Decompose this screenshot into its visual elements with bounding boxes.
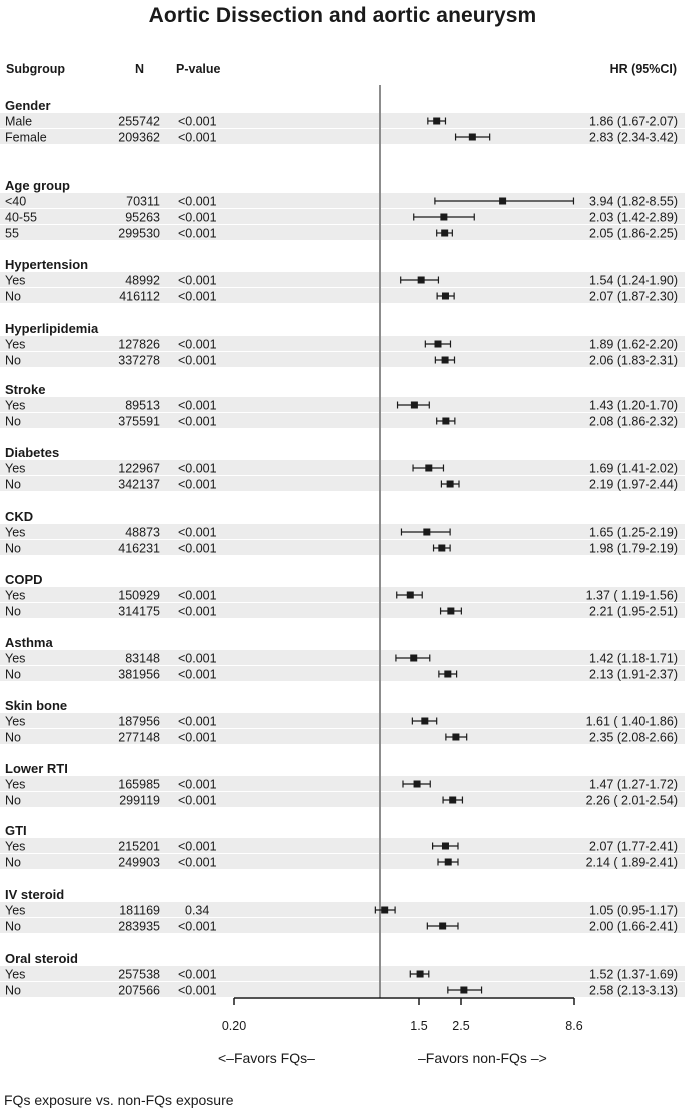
hr-point-lower-rti-yes bbox=[414, 781, 421, 788]
row-label-hypertension-yes: Yes bbox=[5, 273, 26, 288]
row-pvalue-iv-steroid-yes: 0.34 bbox=[185, 903, 210, 918]
header-n: N bbox=[135, 62, 145, 76]
row-band-skin-bone-no bbox=[0, 729, 685, 744]
row-hr-text-hypertension-no: 2.07 (1.87-2.30) bbox=[589, 289, 678, 304]
row-label-hyperlipidemia-no: No bbox=[5, 353, 21, 368]
row-label-iv-steroid-no: No bbox=[5, 919, 21, 934]
row-band-copd-yes bbox=[0, 587, 685, 602]
row-hr-text-gender-male: 1.86 (1.67-2.07) bbox=[589, 114, 678, 129]
favors-non-fqs-label: –Favors non-FQs –> bbox=[418, 1050, 547, 1066]
row-label-gender-male: Male bbox=[5, 114, 33, 129]
hr-point-diabetes-yes bbox=[425, 465, 432, 472]
row-n-copd-yes: 150929 bbox=[118, 588, 160, 603]
row-label-diabetes-no: No bbox=[5, 477, 21, 492]
row-band-ckd-no bbox=[0, 540, 685, 555]
hr-point-gender-male bbox=[433, 118, 440, 125]
row-pvalue-asthma-no: <0.001 bbox=[178, 667, 217, 682]
group-label-hypertension: Hypertension bbox=[5, 257, 89, 272]
row-n-age-group-40-55: 95263 bbox=[125, 210, 160, 225]
row-hr-text-copd-yes: 1.37 ( 1.19-1.56) bbox=[585, 588, 678, 603]
row-n-gender-male: 255742 bbox=[118, 114, 160, 129]
chart-title: Aortic Dissection and aortic aneurysm bbox=[148, 4, 537, 27]
row-band-iv-steroid-no bbox=[0, 918, 685, 933]
hr-point-hypertension-no bbox=[442, 293, 449, 300]
row-band-gender-male bbox=[0, 113, 685, 128]
row-label-lower-rti-no: No bbox=[5, 793, 21, 808]
row-label-asthma-no: No bbox=[5, 667, 21, 682]
row-n-ckd-no: 416231 bbox=[118, 541, 160, 556]
row-band-diabetes-yes bbox=[0, 460, 685, 475]
row-band-hypertension-yes bbox=[0, 272, 685, 287]
row-pvalue-skin-bone-yes: <0.001 bbox=[178, 714, 217, 729]
row-n-oral-steroid-yes: 257538 bbox=[118, 967, 160, 982]
row-pvalue-diabetes-yes: <0.001 bbox=[178, 461, 217, 476]
row-pvalue-oral-steroid-no: <0.001 bbox=[178, 983, 217, 998]
row-n-lower-rti-yes: 165985 bbox=[118, 777, 160, 792]
hr-point-age-group-40-55 bbox=[440, 214, 447, 221]
row-band-lower-rti-yes bbox=[0, 776, 685, 791]
row-hr-text-skin-bone-no: 2.35 (2.08-2.66) bbox=[589, 730, 678, 745]
row-pvalue-hypertension-yes: <0.001 bbox=[178, 273, 217, 288]
row-label-copd-no: No bbox=[5, 604, 21, 619]
hr-point-diabetes-no bbox=[447, 481, 454, 488]
row-hr-text-age-group-40: 3.94 (1.82-8.55) bbox=[589, 194, 678, 209]
group-label-iv-steroid: IV steroid bbox=[5, 887, 65, 902]
row-pvalue-iv-steroid-no: <0.001 bbox=[178, 919, 217, 934]
row-band-hypertension-no bbox=[0, 288, 685, 303]
row-hr-text-skin-bone-yes: 1.61 ( 1.40-1.86) bbox=[585, 714, 678, 729]
row-hr-text-asthma-no: 2.13 (1.91-2.37) bbox=[589, 667, 678, 682]
row-band-diabetes-no bbox=[0, 476, 685, 491]
row-label-oral-steroid-yes: Yes bbox=[5, 967, 26, 982]
row-pvalue-gti-no: <0.001 bbox=[178, 855, 217, 870]
row-label-gender-female: Female bbox=[5, 130, 47, 145]
group-label-oral-steroid: Oral steroid bbox=[5, 951, 78, 966]
row-hr-text-stroke-no: 2.08 (1.86-2.32) bbox=[589, 414, 678, 429]
row-band-hyperlipidemia-no bbox=[0, 352, 685, 367]
hr-point-gti-yes bbox=[442, 843, 449, 850]
row-label-hyperlipidemia-yes: Yes bbox=[5, 337, 26, 352]
row-pvalue-diabetes-no: <0.001 bbox=[178, 477, 217, 492]
row-pvalue-asthma-yes: <0.001 bbox=[178, 651, 217, 666]
row-pvalue-ckd-no: <0.001 bbox=[178, 541, 217, 556]
hr-point-asthma-yes bbox=[410, 655, 417, 662]
row-hr-text-hypertension-yes: 1.54 (1.24-1.90) bbox=[589, 273, 678, 288]
row-pvalue-copd-yes: <0.001 bbox=[178, 588, 217, 603]
row-n-iv-steroid-yes: 181169 bbox=[119, 903, 160, 918]
favors-fqs-label: <–Favors FQs– bbox=[218, 1050, 315, 1066]
row-hr-text-age-group-40-55: 2.03 (1.42-2.89) bbox=[589, 210, 678, 225]
hr-point-gender-female bbox=[469, 134, 476, 141]
row-hr-text-gender-female: 2.83 (2.34-3.42) bbox=[589, 130, 678, 145]
hr-point-asthma-no bbox=[444, 671, 451, 678]
row-hr-text-hyperlipidemia-no: 2.06 (1.83-2.31) bbox=[589, 353, 678, 368]
hr-point-oral-steroid-no bbox=[460, 987, 467, 994]
row-n-copd-no: 314175 bbox=[118, 604, 160, 619]
hr-point-ckd-no bbox=[438, 545, 445, 552]
hr-point-stroke-yes bbox=[411, 402, 418, 409]
group-label-lower-rti: Lower RTI bbox=[5, 761, 68, 776]
hr-point-hypertension-yes bbox=[418, 277, 425, 284]
hr-point-iv-steroid-no bbox=[439, 923, 446, 930]
group-label-age-group: Age group bbox=[5, 178, 70, 193]
hr-point-skin-bone-no bbox=[452, 734, 459, 741]
group-label-copd: COPD bbox=[5, 572, 43, 587]
group-label-gti: GTI bbox=[5, 823, 27, 838]
row-label-lower-rti-yes: Yes bbox=[5, 777, 26, 792]
row-band-lower-rti-no bbox=[0, 792, 685, 807]
row-n-iv-steroid-no: 283935 bbox=[118, 919, 160, 934]
row-pvalue-age-group-40: <0.001 bbox=[178, 194, 217, 209]
row-band-copd-no bbox=[0, 603, 685, 618]
row-pvalue-gti-yes: <0.001 bbox=[178, 839, 217, 854]
row-n-skin-bone-no: 277148 bbox=[118, 730, 160, 745]
row-band-asthma-yes bbox=[0, 650, 685, 665]
group-label-diabetes: Diabetes bbox=[5, 445, 60, 460]
row-label-age-group-40: <40 bbox=[5, 194, 27, 209]
row-n-gender-female: 209362 bbox=[118, 130, 160, 145]
row-band-age-group-40 bbox=[0, 193, 685, 208]
row-band-stroke-yes bbox=[0, 397, 685, 412]
row-n-stroke-no: 375591 bbox=[118, 414, 160, 429]
row-hr-text-age-group-55: 2.05 (1.86-2.25) bbox=[589, 226, 678, 241]
row-n-hypertension-no: 416112 bbox=[119, 289, 160, 304]
row-label-gti-yes: Yes bbox=[5, 839, 26, 854]
hr-point-hyperlipidemia-no bbox=[442, 357, 449, 364]
row-band-gti-no bbox=[0, 854, 685, 869]
row-hr-text-iv-steroid-yes: 1.05 (0.95-1.17) bbox=[589, 903, 678, 918]
hr-point-stroke-no bbox=[442, 418, 449, 425]
hr-point-hyperlipidemia-yes bbox=[435, 341, 442, 348]
row-hr-text-gti-no: 2.14 ( 1.89-2.41) bbox=[585, 855, 678, 870]
row-label-age-group-40-55: 40-55 bbox=[5, 210, 37, 225]
row-band-stroke-no bbox=[0, 413, 685, 428]
row-label-ckd-yes: Yes bbox=[5, 525, 26, 540]
hr-point-age-group-40 bbox=[499, 198, 506, 205]
row-hr-text-iv-steroid-no: 2.00 (1.66-2.41) bbox=[589, 919, 678, 934]
row-pvalue-gender-female: <0.001 bbox=[178, 130, 217, 145]
row-band-age-group-55 bbox=[0, 225, 685, 240]
group-label-hyperlipidemia: Hyperlipidemia bbox=[5, 321, 99, 336]
row-hr-text-lower-rti-yes: 1.47 (1.27-1.72) bbox=[589, 777, 678, 792]
row-label-iv-steroid-yes: Yes bbox=[5, 903, 26, 918]
row-hr-text-diabetes-yes: 1.69 (1.41-2.02) bbox=[589, 461, 678, 476]
header-subgroup: Subgroup bbox=[6, 62, 66, 76]
row-hr-text-copd-no: 2.21 (1.95-2.51) bbox=[589, 604, 678, 619]
row-pvalue-oral-steroid-yes: <0.001 bbox=[178, 967, 217, 982]
row-pvalue-skin-bone-no: <0.001 bbox=[178, 730, 217, 745]
hr-point-copd-yes bbox=[407, 592, 414, 599]
row-hr-text-gti-yes: 2.07 (1.77-2.41) bbox=[589, 839, 678, 854]
header-pvalue: P-value bbox=[176, 62, 221, 76]
row-n-gti-yes: 215201 bbox=[118, 839, 160, 854]
row-label-stroke-no: No bbox=[5, 414, 21, 429]
row-n-stroke-yes: 89513 bbox=[125, 398, 160, 413]
hr-point-age-group-55 bbox=[441, 230, 448, 237]
row-n-gti-no: 249903 bbox=[118, 855, 160, 870]
row-label-stroke-yes: Yes bbox=[5, 398, 26, 413]
row-pvalue-ckd-yes: <0.001 bbox=[178, 525, 217, 540]
row-pvalue-age-group-40-55: <0.001 bbox=[178, 210, 217, 225]
row-pvalue-lower-rti-yes: <0.001 bbox=[178, 777, 217, 792]
row-pvalue-gender-male: <0.001 bbox=[178, 114, 217, 129]
row-band-gti-yes bbox=[0, 838, 685, 853]
row-hr-text-stroke-yes: 1.43 (1.20-1.70) bbox=[589, 398, 678, 413]
header-hr: HR (95%CI) bbox=[609, 62, 677, 76]
group-label-asthma: Asthma bbox=[5, 635, 53, 650]
row-hr-text-oral-steroid-yes: 1.52 (1.37-1.69) bbox=[589, 967, 678, 982]
row-n-asthma-no: 381956 bbox=[118, 667, 160, 682]
row-hr-text-oral-steroid-no: 2.58 (2.13-3.13) bbox=[589, 983, 678, 998]
row-n-lower-rti-no: 299119 bbox=[119, 793, 160, 808]
row-band-asthma-no bbox=[0, 666, 685, 681]
footer-caption: FQs exposure vs. non-FQs exposure bbox=[4, 1092, 234, 1108]
row-hr-text-ckd-no: 1.98 (1.79-2.19) bbox=[589, 541, 678, 556]
row-pvalue-hyperlipidemia-no: <0.001 bbox=[178, 353, 217, 368]
row-band-oral-steroid-yes bbox=[0, 966, 685, 981]
row-hr-text-diabetes-no: 2.19 (1.97-2.44) bbox=[589, 477, 678, 492]
hr-point-skin-bone-yes bbox=[421, 718, 428, 725]
group-label-gender: Gender bbox=[5, 98, 51, 113]
row-band-oral-steroid-no bbox=[0, 982, 685, 997]
group-label-skin-bone: Skin bone bbox=[5, 698, 68, 713]
row-pvalue-stroke-yes: <0.001 bbox=[178, 398, 217, 413]
hr-point-copd-no bbox=[447, 608, 454, 615]
row-band-age-group-40-55 bbox=[0, 209, 685, 224]
hr-point-gti-no bbox=[445, 859, 452, 866]
row-band-ckd-yes bbox=[0, 524, 685, 539]
row-hr-text-asthma-yes: 1.42 (1.18-1.71) bbox=[589, 651, 678, 666]
row-pvalue-copd-no: <0.001 bbox=[178, 604, 217, 619]
row-n-oral-steroid-no: 207566 bbox=[118, 983, 160, 998]
row-n-age-group-40: 70311 bbox=[126, 194, 160, 209]
group-label-stroke: Stroke bbox=[5, 382, 46, 397]
row-label-oral-steroid-no: No bbox=[5, 983, 21, 998]
hr-point-lower-rti-no bbox=[449, 797, 456, 804]
row-n-diabetes-yes: 122967 bbox=[118, 461, 160, 476]
row-n-age-group-55: 299530 bbox=[118, 226, 160, 241]
row-n-skin-bone-yes: 187956 bbox=[118, 714, 160, 729]
row-label-skin-bone-yes: Yes bbox=[5, 714, 26, 729]
row-n-diabetes-no: 342137 bbox=[118, 477, 160, 492]
x-tick-label-8-6: 8.6 bbox=[565, 1019, 583, 1033]
row-band-gender-female bbox=[0, 129, 685, 144]
hr-point-oral-steroid-yes bbox=[417, 971, 424, 978]
row-band-hyperlipidemia-yes bbox=[0, 336, 685, 351]
row-pvalue-lower-rti-no: <0.001 bbox=[178, 793, 217, 808]
row-label-gti-no: No bbox=[5, 855, 21, 870]
hr-point-ckd-yes bbox=[423, 529, 430, 536]
row-n-ckd-yes: 48873 bbox=[125, 525, 160, 540]
row-label-ckd-no: No bbox=[5, 541, 21, 556]
row-band-iv-steroid-yes bbox=[0, 902, 685, 917]
x-tick-label-2-5: 2.5 bbox=[452, 1019, 470, 1033]
row-n-asthma-yes: 83148 bbox=[125, 651, 160, 666]
hr-point-iv-steroid-yes bbox=[381, 907, 388, 914]
row-pvalue-hyperlipidemia-yes: <0.001 bbox=[178, 337, 217, 352]
row-hr-text-lower-rti-no: 2.26 ( 2.01-2.54) bbox=[585, 793, 678, 808]
row-n-hyperlipidemia-yes: 127826 bbox=[118, 337, 160, 352]
row-label-diabetes-yes: Yes bbox=[5, 461, 26, 476]
x-tick-label-0-20: 0.20 bbox=[221, 1019, 247, 1033]
row-pvalue-age-group-55: <0.001 bbox=[178, 226, 217, 241]
row-n-hyperlipidemia-no: 337278 bbox=[118, 353, 160, 368]
row-pvalue-stroke-no: <0.001 bbox=[178, 414, 217, 429]
row-hr-text-hyperlipidemia-yes: 1.89 (1.62-2.20) bbox=[589, 337, 678, 352]
row-label-age-group-55: 55 bbox=[5, 226, 19, 241]
row-hr-text-ckd-yes: 1.65 (1.25-2.19) bbox=[589, 525, 678, 540]
row-band-skin-bone-yes bbox=[0, 713, 685, 728]
row-label-asthma-yes: Yes bbox=[5, 651, 26, 666]
group-label-ckd: CKD bbox=[5, 509, 34, 524]
row-pvalue-hypertension-no: <0.001 bbox=[178, 289, 217, 304]
x-tick-label-1-5: 1.5 bbox=[410, 1019, 428, 1033]
row-label-hypertension-no: No bbox=[5, 289, 21, 304]
row-label-skin-bone-no: No bbox=[5, 730, 21, 745]
row-label-copd-yes: Yes bbox=[5, 588, 26, 603]
row-n-hypertension-yes: 48992 bbox=[125, 273, 160, 288]
